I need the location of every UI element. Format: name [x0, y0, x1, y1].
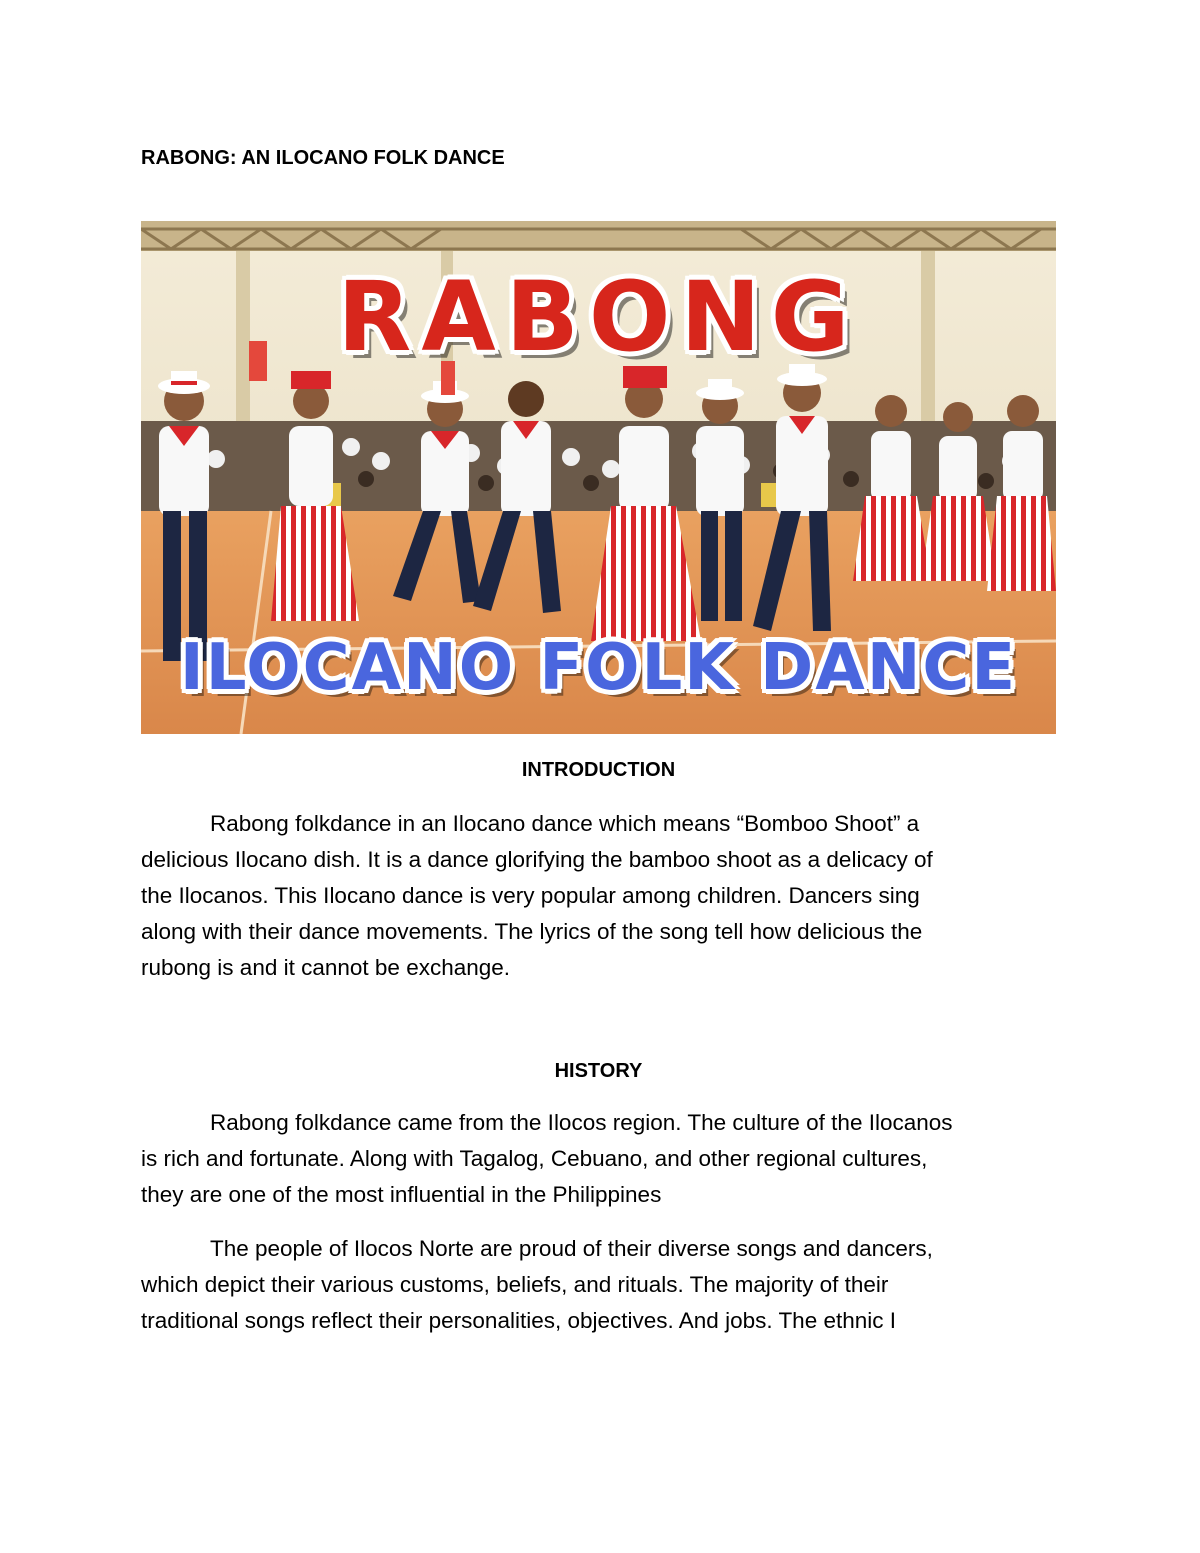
introduction-paragraph — [141, 806, 1056, 986]
text-line: traditional songs reflect their personalities, objectives. And jobs. The ethnic I — [141, 1308, 897, 1333]
text-line: along with their dance movements. The lyrics of the song tell how delicious the — [141, 919, 923, 944]
text-line: they are one of the most influential in the Philippines — [141, 1182, 662, 1207]
history-paragraph-1 — [141, 1105, 1056, 1213]
text-line: which depict their various customs, beliefs, and rituals. The majority of their — [141, 1272, 889, 1297]
history-paragraph-2 — [141, 1231, 1056, 1339]
document-title: RABONG: AN ILOCANO FOLK DANCE — [141, 147, 505, 169]
section-heading-introduction: INTRODUCTION — [521, 759, 676, 781]
text-line: Rabong folkdance in an Ilocano dance which means “Bomboo Shoot” a — [210, 811, 920, 836]
image-subtitle-ilocano-folk-dance: ILOCANO FOLK DANCE — [179, 631, 1018, 705]
text-line: is rich and fortunate. Along with Tagalog, Cebuano, and other regional cultures, — [141, 1146, 928, 1171]
rabong-dance-photo — [141, 221, 1056, 734]
section-heading-history: HISTORY — [554, 1060, 643, 1082]
text-line: the Ilocanos. This Ilocano dance is very popular among children. Dancers sing — [141, 883, 920, 908]
text-line: Rabong folkdance came from the Ilocos region. The culture of the Ilocanos — [210, 1110, 953, 1135]
text-line: delicious Ilocano dish. It is a dance glorifying the bamboo shoot as a delicacy of — [141, 847, 933, 872]
image-title-rabong: RABONG — [337, 261, 860, 373]
text-line: The people of Ilocos Norte are proud of their diverse songs and dancers, — [210, 1236, 933, 1261]
text-line: rubong is and it cannot be exchange. — [141, 955, 511, 980]
